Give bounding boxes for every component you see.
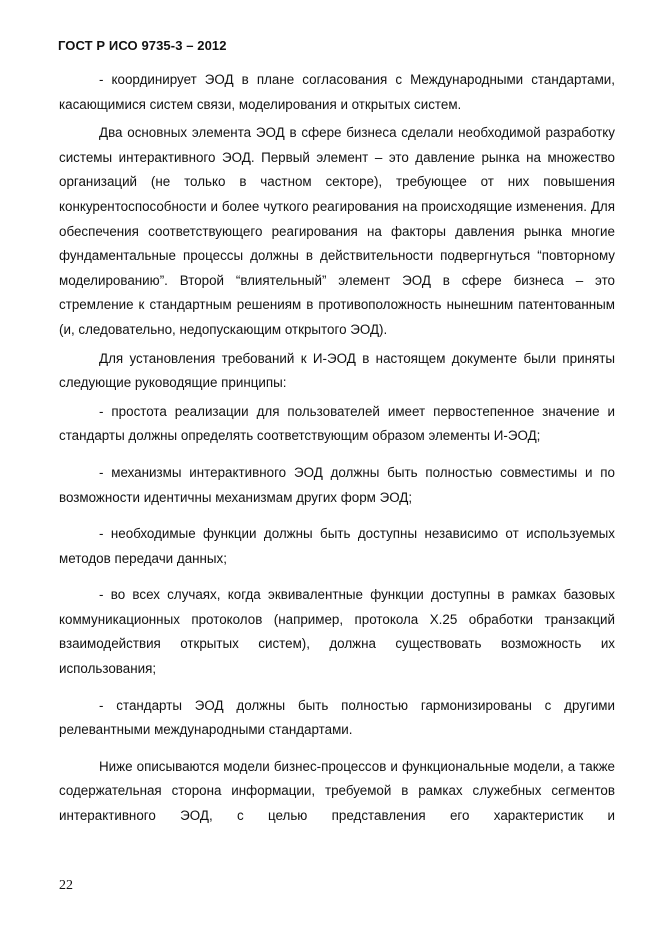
principle-simplicity: - простота реализации для пользователей имеет первостепенное значение и стандарты должны определять соответствующим образом элементы И-ЭОД;: [59, 403, 615, 444]
document-body: [59, 68, 615, 829]
paragraph-coordination: - координирует ЭОД в плане согласования с Международными стандартами, касающимися систем связи, моделирования и открытых систем.: [59, 72, 615, 112]
standard-header: ГОСТ Р ИСО 9735-3 – 2012: [58, 38, 227, 53]
principle-base-protocols: - во всех случаях, когда эквивалентные функции доступны в рамках базовых коммуникационных протоколов (например, протокола Х.25 обработки транзакций взаимодействия открытых систем), должна существовать возможность их использования;: [59, 587, 615, 677]
principle-harmonization: - стандарты ЭОД должны быть полностью гармонизированы с другими релевантными международными стандартами.: [59, 697, 615, 738]
page-number: 22: [59, 878, 73, 893]
paragraph-models-description: Ниже описываются модели бизнес-процессов и функциональные модели, а также содержательная сторона информации, требуемой в рамках служебных сегментов интерактивного ЭОД, с целью представления его характеристик и: [59, 758, 615, 824]
paragraph-business-elements: Два основных элемента ЭОД в сфере бизнеса сделали необходимой разработку системы интерактивного ЭОД. Первый элемент – это давление рынка на множество организаций (не только в частном секторе), требующее от них повышения конкурентоспособности и более чуткого реагирования на происходящие изменения. Для обеспечения соответствующего реагирования на факторы давления рынка многие фундаментальные процессы должны в действительности подвергнуться “повторному моделированию”. Второй “влиятельный” элемент ЭОД в сфере бизнеса – это стремление к стандартным решениям в противоположность нынешним патентованным (и, следовательно, недопускающим открытого ЭОД).: [59, 125, 615, 337]
principle-compatibility: - механизмы интерактивного ЭОД должны быть полностью совместимы и по возможности идентичны механизмам других форм ЭОД;: [59, 464, 615, 505]
paragraph-principles-intro: Для установления требований к И-ЭОД в настоящем документе были приняты следующие руководящие принципы:: [59, 350, 615, 391]
principle-independence: - необходимые функции должны быть доступны независимо от используемых методов передачи данных;: [59, 526, 615, 566]
